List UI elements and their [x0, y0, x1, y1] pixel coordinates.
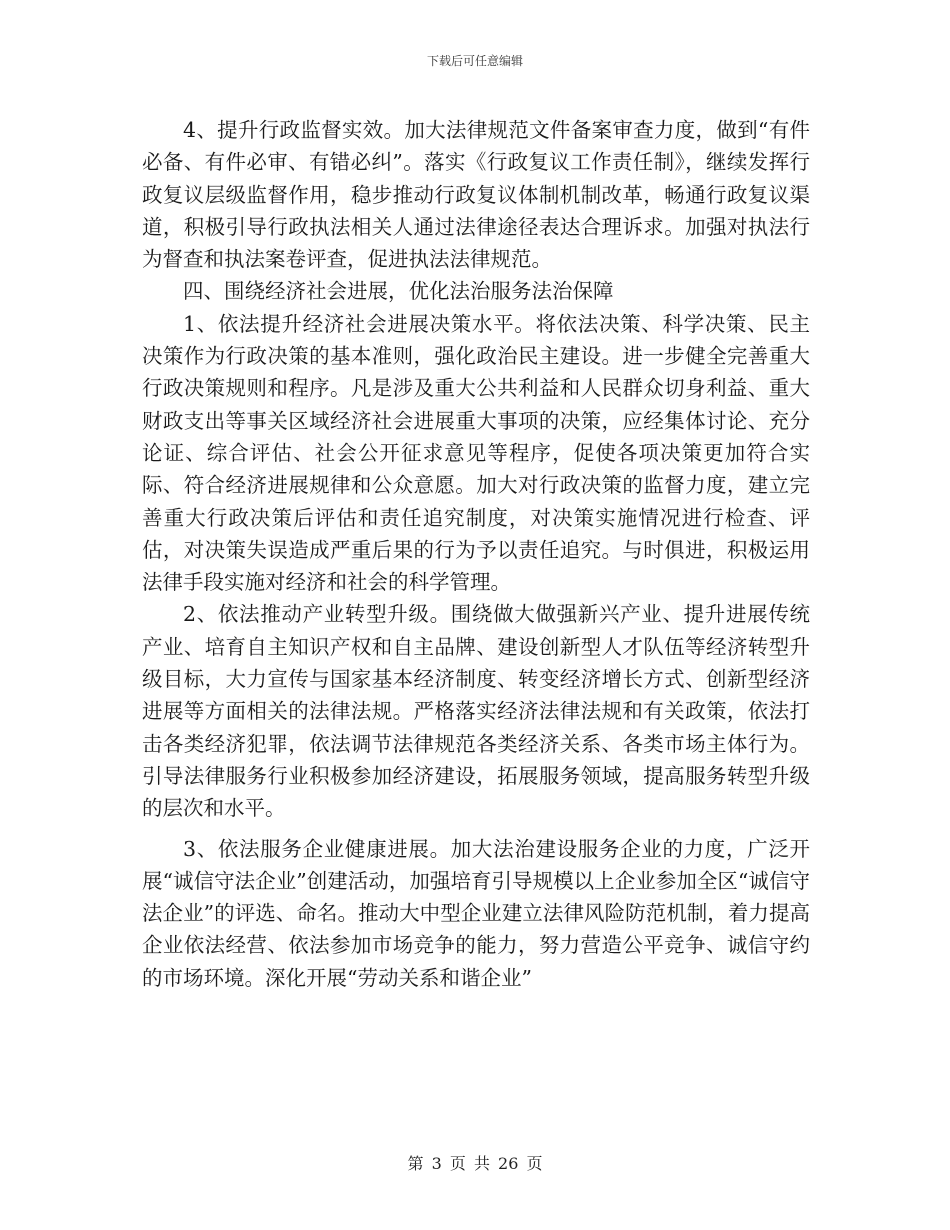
document-body: [142, 114, 810, 994]
paragraph-item-1: 1、依法提升经济社会进展决策水平。将依法决策、科学决策、民主决策作为行政决策的基本准则，强化政治民主建设。进一步健全完善重大行政决策规则和程序。凡是涉及重大公共利益和人民群众切身利益、重大财政支出等事关区域经济社会进展重大事项的决策，应经集体讨论、充分论证、综合评估、社会公开征求意见等程序，促使各项决策更加符合实际、符合经济进展规律和公众意愿。加大对行政决策的监督力度，建立完善重大行政决策后评估和责任追究制度，对决策实施情况进行检查、评估，对决策失误造成严重后果的行为予以责任追究。与时俱进，积极运用法律手段实施对经济和社会的科学管理。: [142, 311, 810, 595]
section-heading-4: 四、围绕经济社会进展，优化法治服务法治保障: [183, 279, 614, 304]
page-number: 第 3 页 共 26 页: [407, 1154, 543, 1173]
paragraph-item-2: 2、依法推动产业转型升级。围绕做大做强新兴产业、提升进展传统产业、培育自主知识产权和自主品牌、建设创新型人才队伍等经济转型升级目标，大力宣传与国家基本经济制度、转变经济增长方式、创新型经济进展等方面相关的法律法规。严格落实经济法律法规和有关政策，依法打击各类经济犯罪，依法调节法律规范各类经济关系、各类市场主体行为。引导法律服务行业积极参加经济建设，拓展服务领域，提高服务转型升级的层次和水平。: [142, 602, 810, 821]
paragraph-item-3: 3、依法服务企业健康进展。加大法治建设服务企业的力度，广泛开展“诚信守法企业”创建活动，加强培育引导规模以上企业参加全区“诚信守法企业”的评选、命名。推动大中型企业建立法律风险防范机制，着力提高企业依法经营、依法参加市场竞争的能力，努力营造公平竞争、诚信守约的市场环境。深化开展“劳动关系和谐企业”: [142, 836, 810, 990]
page-header: 下载后可任意编辑: [426, 54, 523, 68]
paragraph-item-4: 4、提升行政监督实效。加大法律规范文件备案审查力度，做到“有件必备、有件必审、有错必纠”。落实《行政复议工作责任制》，继续发挥行政复议层级监督作用，稳步推动行政复议体制机制改革，畅通行政复议渠道，积极引导行政执法相关人通过法律途径表达合理诉求。加强对执法行为督查和执法案卷评查，促进执法法律规范。: [142, 118, 810, 272]
